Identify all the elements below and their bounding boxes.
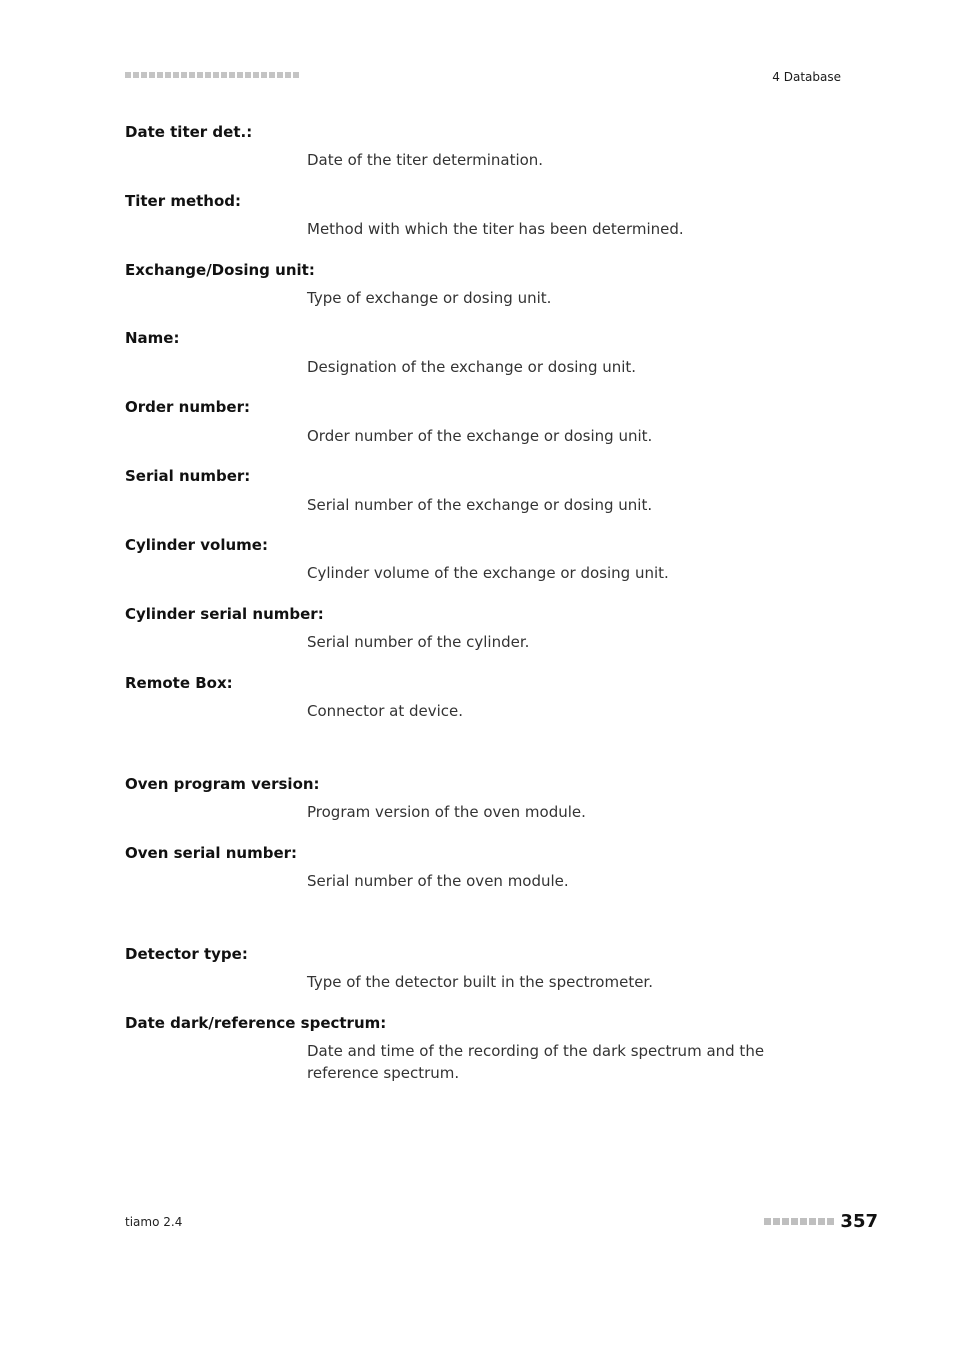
term: Exchange/Dosing unit: <box>125 261 315 279</box>
definition: Serial number of the cylinder. <box>307 633 530 651</box>
definition: Date of the titer determination. <box>307 151 544 169</box>
term: Name: <box>125 329 180 347</box>
product-name: tiamo 2.4 <box>125 1215 183 1229</box>
definition: Date and time of the recording of the dark spectrum and the reference spectrum. <box>307 1042 765 1082</box>
term: Date dark/reference spectrum: <box>125 1014 387 1032</box>
term: Oven serial number: <box>125 844 298 862</box>
chapter-title: 4 Database <box>772 70 841 84</box>
definition: Connector at device. <box>307 702 464 720</box>
term: Oven program version: <box>125 775 320 793</box>
footer-decoration <box>764 1218 834 1225</box>
page-footer <box>764 1211 878 1232</box>
definition: Method with which the titer has been determined. <box>307 220 684 238</box>
definition: Order number of the exchange or dosing unit. <box>307 427 653 445</box>
definition: Type of the detector built in the spectrometer. <box>307 973 653 991</box>
term: Order number: <box>125 398 250 416</box>
header-decoration <box>125 72 299 78</box>
definition: Program version of the oven module. <box>307 803 586 821</box>
definition: Serial number of the exchange or dosing unit. <box>307 496 653 514</box>
definition: Type of exchange or dosing unit. <box>307 289 552 307</box>
term: Serial number: <box>125 467 251 485</box>
page-number: 357 <box>840 1211 878 1232</box>
term: Detector type: <box>125 945 248 963</box>
definition: Serial number of the oven module. <box>307 872 569 890</box>
definition: Cylinder volume of the exchange or dosing unit. <box>307 564 669 582</box>
term: Titer method: <box>125 192 242 210</box>
term: Cylinder volume: <box>125 536 268 554</box>
term: Remote Box: <box>125 674 233 692</box>
definition: Designation of the exchange or dosing unit. <box>307 358 637 376</box>
term: Cylinder serial number: <box>125 605 324 623</box>
term: Date titer det.: <box>125 123 253 141</box>
